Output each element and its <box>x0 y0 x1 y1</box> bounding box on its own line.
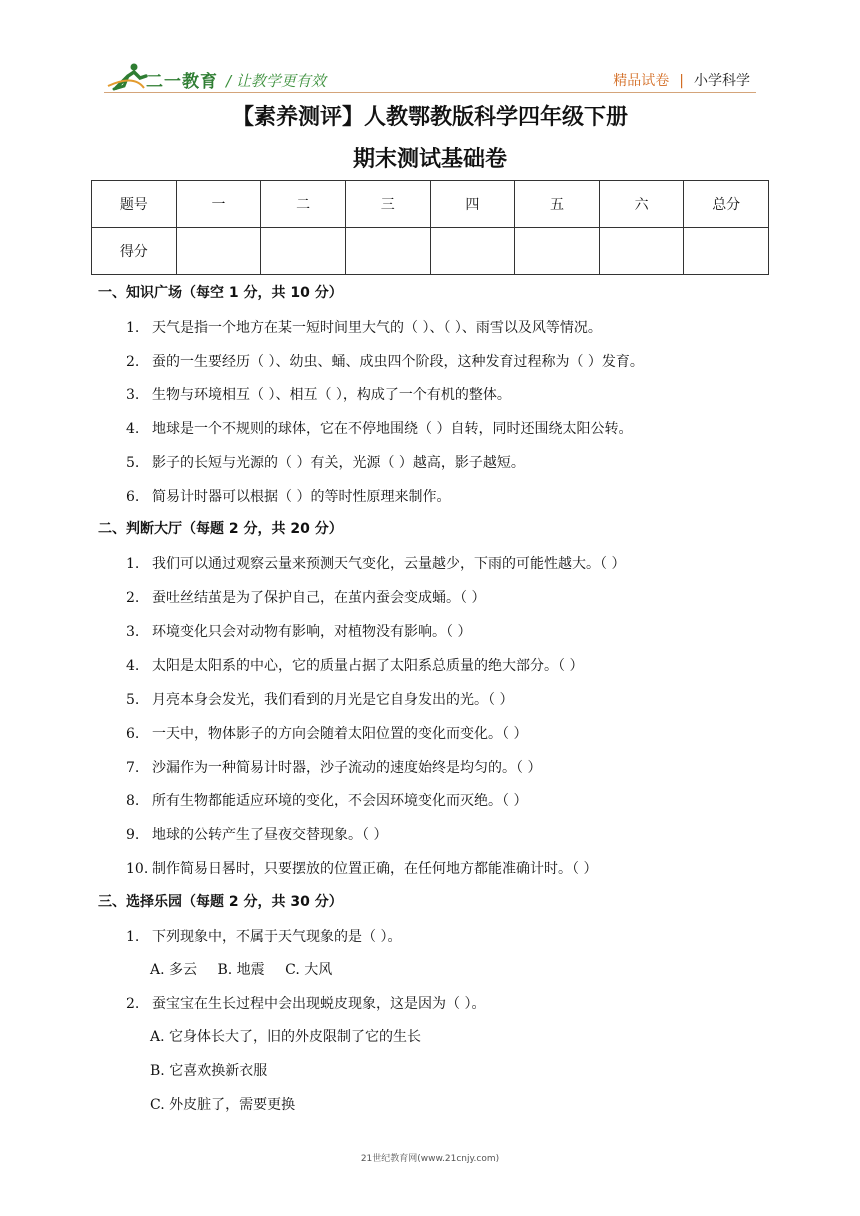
question-number: 2. <box>126 590 140 606</box>
question-item <box>126 384 511 404</box>
question-number: 1. <box>126 320 140 336</box>
score-cell: 三 <box>345 181 430 228</box>
logo-text: 二一教育 <box>146 72 218 92</box>
score-cell <box>345 228 430 275</box>
score-cell <box>176 228 261 275</box>
score-cell: 二 <box>261 181 346 228</box>
option-a: A. 它身体长大了，旧的外皮限制了它的生长 <box>150 1029 422 1045</box>
question-number: 4. <box>126 421 140 437</box>
question-item <box>126 689 513 709</box>
question-text: 沙漏作为一种简易计时器，沙子流动的速度始终是均匀的。（ ） <box>152 760 542 776</box>
question-item <box>126 351 644 371</box>
question-text: 简易计时器可以根据（ ）的等时性原理来制作。 <box>152 489 451 505</box>
question-number: 4. <box>126 658 140 674</box>
page-subtitle: 期末测试基础卷 <box>352 147 507 172</box>
score-cell <box>599 228 684 275</box>
question-number: 10. <box>126 861 149 877</box>
question-text: 蚕宝宝在生长过程中会出现蜕皮现象，这是因为（ ）。 <box>152 996 486 1012</box>
score-cell <box>684 228 769 275</box>
question-number: 7. <box>126 760 140 776</box>
header-tags <box>613 70 750 90</box>
question-item <box>126 317 602 337</box>
question-text: 我们可以通过观察云量来预测天气变化，云量越少，下雨的可能性越大。（ ） <box>152 556 626 572</box>
tag-premium: 精品试卷 <box>613 73 670 89</box>
tag-subject: 小学科学 <box>694 73 750 89</box>
option-row <box>150 959 348 979</box>
question-text: 蚕吐丝结茧是为了保护自己，在茧内蚕会变成蛹。（ ） <box>152 590 486 606</box>
question-text: 影子的长短与光源的（ ）有关，光源（ ）越高，影子越短。 <box>152 455 525 471</box>
score-cell <box>261 228 346 275</box>
question-text: 一天中，物体影子的方向会随着太阳位置的变化而变化。（ ） <box>152 726 528 742</box>
score-cell: 四 <box>430 181 515 228</box>
question-text: 月亮本身会发光，我们看到的月光是它自身发出的光。（ ） <box>152 692 514 708</box>
page-footer: 21世纪教育网(www.21cnjy.com) <box>360 1154 500 1164</box>
option-c: C. 大风 <box>285 962 333 978</box>
question-text: 所有生物都能适应环境的变化，不会因环境变化而灭绝。（ ） <box>152 793 528 809</box>
option-b: B. 它喜欢换新衣服 <box>150 1063 268 1079</box>
question-number: 6. <box>126 726 140 742</box>
score-cell: 六 <box>599 181 684 228</box>
question-item <box>126 553 625 573</box>
question-text: 蚕的一生要经历（ ）、幼虫、蛹、成虫四个阶段，这种发育过程称为（ ）发育。 <box>152 354 644 370</box>
section-title: 二、判断大厅（每题 2 分，共 20 分） <box>98 521 343 537</box>
question-number: 3. <box>126 387 140 403</box>
question-number: 2. <box>126 354 140 370</box>
score-cell <box>430 228 515 275</box>
question-text: 环境变化只会对动物有影响，对植物没有影响。（ ） <box>152 624 472 640</box>
question-text: 地球的公转产生了昼夜交替现象。（ ） <box>152 827 388 843</box>
question-number: 6. <box>126 489 140 505</box>
question-item <box>126 418 632 438</box>
tag-separator: | <box>679 73 684 89</box>
score-cell: 总分 <box>684 181 769 228</box>
question-item <box>126 858 597 878</box>
question-item <box>126 790 527 810</box>
question-text: 地球是一个不规则的球体，它在不停地围绕（ ）自转，同时还围绕太阳公转。 <box>152 421 633 437</box>
question-text: 制作简易日晷时，只要摆放的位置正确，在任何地方都能准确计时。（ ） <box>152 861 598 877</box>
question-item <box>126 824 387 844</box>
question-number: 1. <box>126 556 140 572</box>
score-cell: 五 <box>515 181 600 228</box>
score-cell: 一 <box>176 181 261 228</box>
question-text: 太阳是太阳系的中心，它的质量占据了太阳系总质量的绝大部分。（ ） <box>152 658 584 674</box>
question-item <box>126 452 525 472</box>
question-item <box>126 486 450 506</box>
section-title: 一、知识广场（每空 1 分，共 10 分） <box>98 285 343 301</box>
option-c: C. 外皮脏了，需要更换 <box>150 1097 296 1113</box>
score-cell: 题号 <box>92 181 177 228</box>
slogan: / 让教学更有效 <box>226 72 326 90</box>
question-text: 生物与环境相互（ ）、相互（ ），构成了一个有机的整体。 <box>152 387 511 403</box>
page-header <box>0 0 860 100</box>
question-number: 8. <box>126 793 140 809</box>
question-text: 天气是指一个地方在某一短时间里大气的（ ）、（ ）、雨雪以及风等情况。 <box>152 320 602 336</box>
option-a: A. 多云 <box>150 962 198 978</box>
score-table-score-row <box>92 228 769 275</box>
question-number: 2. <box>126 996 140 1012</box>
header-divider <box>104 92 756 93</box>
score-cell <box>515 228 600 275</box>
question-number: 5. <box>126 455 140 471</box>
question-item <box>126 655 583 675</box>
question-item <box>126 723 527 743</box>
question-number: 9. <box>126 827 140 843</box>
section-title: 三、选择乐园（每题 2 分，共 30 分） <box>98 894 343 910</box>
score-cell: 得分 <box>92 228 177 275</box>
page-title: 【素养测评】人教鄂教版科学四年级下册 <box>231 105 628 130</box>
question-number: 3. <box>126 624 140 640</box>
option-b: B. 地震 <box>217 962 265 978</box>
question-number: 1. <box>126 929 140 945</box>
question-item <box>126 587 485 607</box>
score-table-header-row <box>92 181 769 228</box>
question-text: 下列现象中，不属于天气现象的是（ ）。 <box>152 929 402 945</box>
question-number: 5. <box>126 692 140 708</box>
score-table <box>91 180 769 275</box>
question-item <box>126 621 471 641</box>
question-item <box>126 993 485 1013</box>
question-item <box>126 757 541 777</box>
question-item <box>126 926 401 946</box>
